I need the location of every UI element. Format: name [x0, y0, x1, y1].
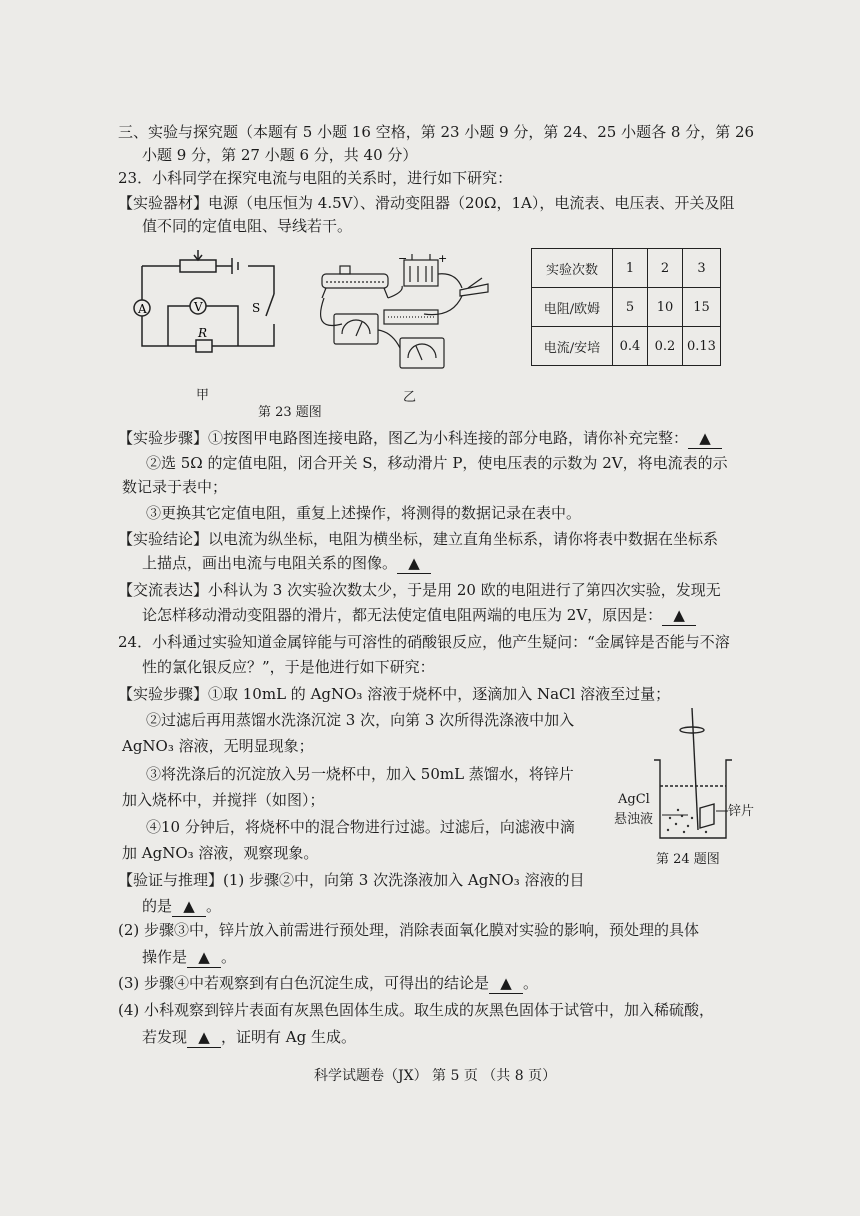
q23-conclusion-cont: 上描点，画出电流与电阻关系的图像。 ▲ — [142, 553, 431, 574]
q23-exchange-cont: 论怎样移动滑动变阻器的滑片，都无法使定值电阻两端的电压为 2V，原因是： ▲ — [142, 605, 696, 626]
q23-title: 23．小科同学在探究电流与电阻的关系时，进行如下研究： — [118, 169, 513, 187]
table-cell: 15 — [683, 288, 721, 327]
answer-blank[interactable]: ▲ — [662, 605, 696, 626]
q24-step3-cont: 加入烧杯中，并搅拌（如图）； — [122, 791, 325, 809]
q24-v1-cont: 的是 ▲ 。 — [142, 897, 222, 915]
q24-step2: ②过滤后再用蒸馏水洗涤沉淀 3 次，向第 3 次所得洗涤液中加入 — [146, 711, 575, 729]
circuit-diagram-a — [128, 246, 288, 356]
switch-label: S — [252, 301, 261, 315]
fig-a-label: 甲 — [196, 388, 210, 403]
q24-v2-cont: 操作是 ▲ 。 — [142, 948, 237, 966]
answer-blank[interactable]: ▲ — [397, 553, 431, 574]
q24-v1: 【验证与推理】(1) 步骤②中，向第 3 次洗涤液加入 AgNO₃ 溶液的目 — [118, 871, 585, 889]
zinc-label: 锌片 — [728, 804, 755, 819]
q24-v3: (3) 步骤④中若观察到有白色沉淀生成，可得出的结论是 ▲ 。 — [118, 974, 539, 992]
q23-step2: ②选 5Ω 的定值电阻，闭合开关 S，移动滑片 P，使电压表的示数为 2V，将电流表的示 — [146, 454, 728, 472]
page-footer: 科学试题卷（JX） 第 5 页 （共 8 页） — [314, 1068, 557, 1084]
q24-step1: 【实验步骤】①取 10mL 的 AgNO₃ 溶液于烧杯中，逐滴加入 NaCl 溶液至过量； — [118, 685, 671, 703]
q24-step3: ③将洗涤后的沉淀放入另一烧杯中，加入 50mL 蒸馏水，将锌片 — [146, 765, 574, 783]
q24-step2-cont: AgNO₃ 溶液，无明显现象； — [122, 737, 314, 755]
q24-v4: (4) 小科观察到锌片表面有灰黑色固体生成。取生成的灰黑色固体于试管中，加入稀硫酸， — [118, 1001, 715, 1019]
table-cell: 2 — [648, 249, 683, 288]
q24-step4: ④10 分钟后，将烧杯中的混合物进行过滤。过滤后，向滤液中滴 — [146, 818, 575, 836]
section-heading-cont: 小题 9 分，第 27 小题 6 分，共 40 分） — [142, 146, 418, 164]
q24-step4-cont: 加 AgNO₃ 溶液，观察现象。 — [122, 844, 319, 862]
table-header-current: 电流/安培 — [532, 327, 613, 366]
answer-blank[interactable]: ▲ — [489, 973, 523, 994]
experiment-table — [531, 248, 721, 366]
q24-title-cont: 性的氯化银反应？”，于是他进行如下研究： — [142, 658, 435, 676]
table-row — [532, 288, 721, 327]
svg-text:+: + — [438, 252, 448, 265]
fig24-caption: 第 24 题图 — [656, 852, 720, 867]
q23-conclusion: 【实验结论】以电流为纵坐标，电阻为横坐标，建立直角坐标系，请你将表中数据在坐标系 — [118, 530, 719, 548]
table-cell: 5 — [613, 288, 648, 327]
answer-blank[interactable]: ▲ — [187, 947, 221, 968]
q23-materials: 【实验器材】电源（电压恒为 4.5V）、滑动变阻器（20Ω，1A），电流表、电压表、开关及阻 — [118, 194, 735, 212]
table-cell: 1 — [613, 249, 648, 288]
fig23-caption: 第 23 题图 — [258, 405, 322, 420]
resistor-label: R — [198, 326, 208, 340]
table-header-trials: 实验次数 — [532, 249, 613, 288]
q23-step3: ③更换其它定值电阻，重复上述操作，将测得的数据记录在表中。 — [146, 504, 582, 522]
answer-blank[interactable]: ▲ — [688, 428, 722, 449]
answer-blank[interactable]: ▲ — [187, 1027, 221, 1048]
q23-step1: 【实验步骤】①按图甲电路图连接电路，图乙为小科连接的部分电路，请你补充完整： ▲ — [118, 428, 722, 449]
section-heading: 三、实验与探究题（本题有 5 小题 16 空格，第 23 小题 9 分，第 24、25 小题各 8 分，第 26 — [118, 123, 755, 141]
physical-circuit-b — [312, 252, 504, 384]
svg-text:−: − — [398, 252, 408, 265]
fig-b-label: 乙 — [403, 390, 417, 405]
table-cell: 0.13 — [683, 327, 721, 366]
q24-v4-cont: 若发现 ▲ ，证明有 Ag 生成。 — [142, 1028, 356, 1046]
q24-v2: (2) 步骤③中，锌片放入前需进行预处理，消除表面氧化膜对实验的影响，预处理的具体 — [118, 921, 700, 939]
answer-blank[interactable]: ▲ — [172, 896, 206, 917]
beaker-figure — [648, 706, 744, 846]
agcl-label: AgCl — [618, 792, 650, 807]
table-cell: 3 — [683, 249, 721, 288]
table-row — [532, 327, 721, 366]
q23-exchange: 【交流表达】小科认为 3 次实验次数太少，于是用 20 欧的电阻进行了第四次实验，发现无 — [118, 581, 721, 599]
q24-title: 24．小科通过实验知道金属锌能与可溶性的硝酸银反应，他产生疑问：“金属锌是否能与不溶 — [118, 633, 730, 651]
table-cell: 0.4 — [613, 327, 648, 366]
voltmeter-label: V — [194, 300, 203, 314]
table-header-resistance: 电阻/欧姆 — [532, 288, 613, 327]
table-cell: 0.2 — [648, 327, 683, 366]
table-cell: 10 — [648, 288, 683, 327]
q23-materials-cont: 值不同的定值电阻、导线若干。 — [142, 217, 353, 235]
suspension-label: 悬浊液 — [614, 812, 654, 827]
ammeter-label: A — [138, 302, 147, 316]
table-row — [532, 249, 721, 288]
q23-step2-cont: 数记录于表中； — [122, 478, 228, 496]
